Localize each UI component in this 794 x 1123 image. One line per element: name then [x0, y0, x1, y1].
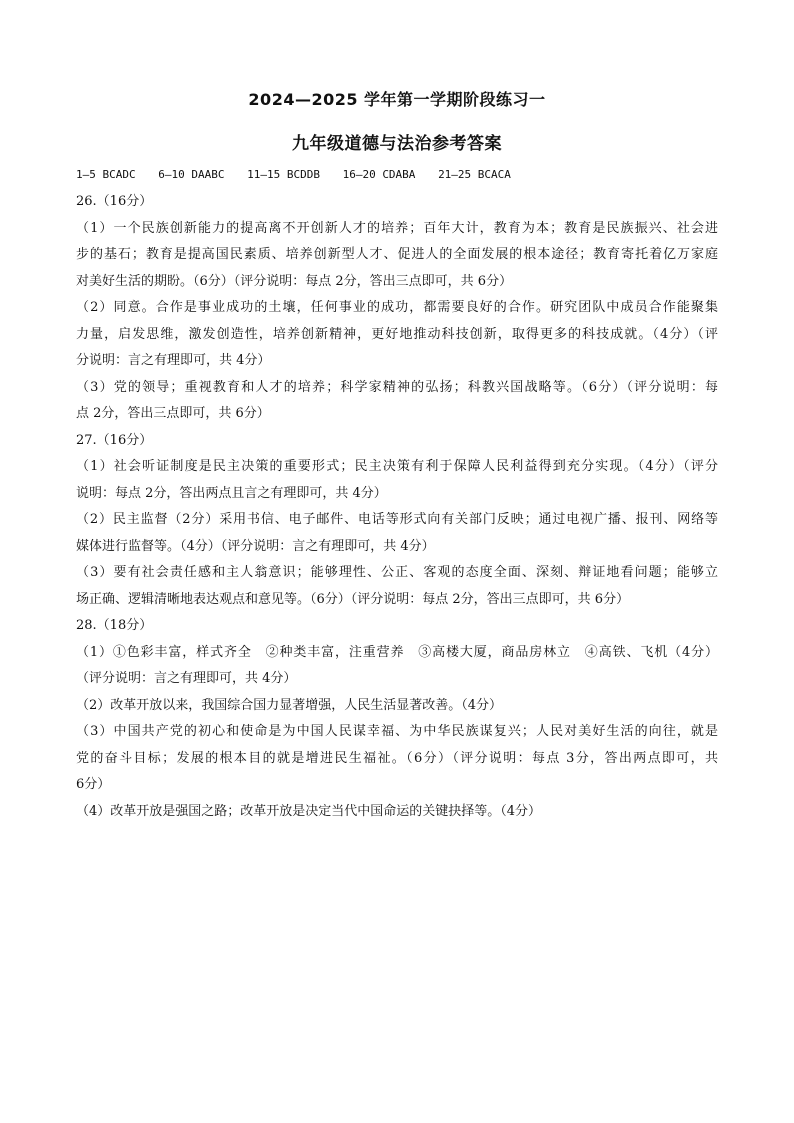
text-line: 6分）	[76, 777, 111, 792]
text-line: 场正确、逻辑清晰地表达观点和意见等。（6分）（评分说明：每点 2分，答出三点即可，共 6分）	[76, 591, 630, 607]
question-26-header: 26.（16分）	[76, 194, 153, 209]
text-line: （1）一个民族创新能力的提高离不开创新人才的培养；百年大计，教育为本；教育是民族振兴、社会进	[76, 220, 718, 236]
mc-answer-group: 1—5 BCADC	[76, 168, 136, 181]
q28-answer-3	[76, 719, 718, 799]
text-line: （3）要有社会责任感和主人翁意识；能够理性、公正、客观的态度全面、深刻、辩证地看问题；能够立	[76, 565, 718, 580]
text-line: （2）同意。合作是事业成功的土壤，任何事业的成功，都需要良好的合作。研究团队中成员合作能聚集	[76, 300, 718, 315]
text-line: 分说明：言之有理即可，共 4分）	[76, 353, 271, 368]
question-27-header: 27.（16分）	[76, 432, 153, 448]
text-line: 党的奋斗目标；发展的根本目的就是增进民生福祉。（6分）（评分说明：每点 3分，答出两点即可，共	[76, 750, 718, 766]
q28-answer-1	[76, 640, 718, 693]
answer-body	[76, 189, 718, 825]
multiple-choice-answers	[76, 168, 527, 181]
mc-answer-group: 11—15 BCDDB	[247, 168, 320, 181]
text-line: （1）①色彩丰富，样式齐全 ②种类丰富，注重营养 ③高楼大厦，商品房林立 ④高铁、飞机（4分）	[76, 644, 718, 660]
mc-answer-group: 16—20 CDABA	[342, 168, 416, 181]
text-line: 说明：每点 2分，答出两点且言之有理即可，共 4分）	[76, 485, 387, 501]
q26-answer-2	[76, 295, 718, 375]
q27-answer-1	[76, 454, 718, 507]
text-line: （3）中国共产党的初心和使命是为中国人民谋幸福、为中华民族谋复兴；人民对美好生活的向往，就是	[76, 724, 718, 739]
mc-answer-group: 21—25 BCACA	[438, 168, 511, 181]
text-line: 步的基石；教育是提高国民素质、培养创新型人才、促进人的全面发展的根本途径；教育寄托着亿万家庭	[76, 247, 718, 262]
text-line: 媒体进行监督等。（4分）（评分说明：言之有理即可，共 4分）	[76, 538, 435, 554]
text-line: （4）改革开放是强国之路；改革开放是决定当代中国命运的关键抉择等。（4分）	[76, 803, 542, 819]
q27-answer-2	[76, 507, 718, 560]
document-subtitle: 九年级道德与法治参考答案	[292, 134, 502, 154]
text-line: 点 2分，答出三点即可，共 6分）	[76, 406, 270, 421]
text-line: （3）党的领导；重视教育和人才的培养；科学家精神的弘扬；科教兴国战略等。（6分）（评分说明：每	[76, 379, 718, 395]
question-28-header: 28.（18分）	[76, 618, 153, 633]
document-title: 2024—2025 学年第一学期阶段练习一	[248, 90, 546, 109]
mc-answer-group: 6—10 DAABC	[158, 168, 225, 181]
text-line: （1）社会听证制度是民主决策的重要形式；民主决策有利于保障人民利益得到充分实现。（4分）（评分	[76, 459, 718, 474]
q27-answer-3	[76, 560, 718, 613]
text-line: （2）民主监督（2分）采用书信、电子邮件、电话等形式向有关部门反映；通过电视广播、报刊、网络等	[76, 512, 718, 527]
q26-answer-1	[76, 216, 718, 296]
text-line: 对美好生活的期盼。（6分）（评分说明：每点 2分，答出三点即可，共 6分）	[76, 273, 513, 289]
q28-answer-2	[76, 693, 718, 720]
q28-answer-4	[76, 799, 718, 826]
text-line: 力量，启发思维，激发创造性，培养创新精神，更好地推动科技创新，取得更多的科技成就。（4分）（评	[76, 326, 718, 342]
text-line: （2）改革开放以来，我国综合国力显著增强，人民生活显著改善。（4分）	[76, 697, 503, 713]
q26-answer-3	[76, 375, 718, 428]
text-line: （评分说明：言之有理即可，共 4分）	[76, 671, 297, 686]
